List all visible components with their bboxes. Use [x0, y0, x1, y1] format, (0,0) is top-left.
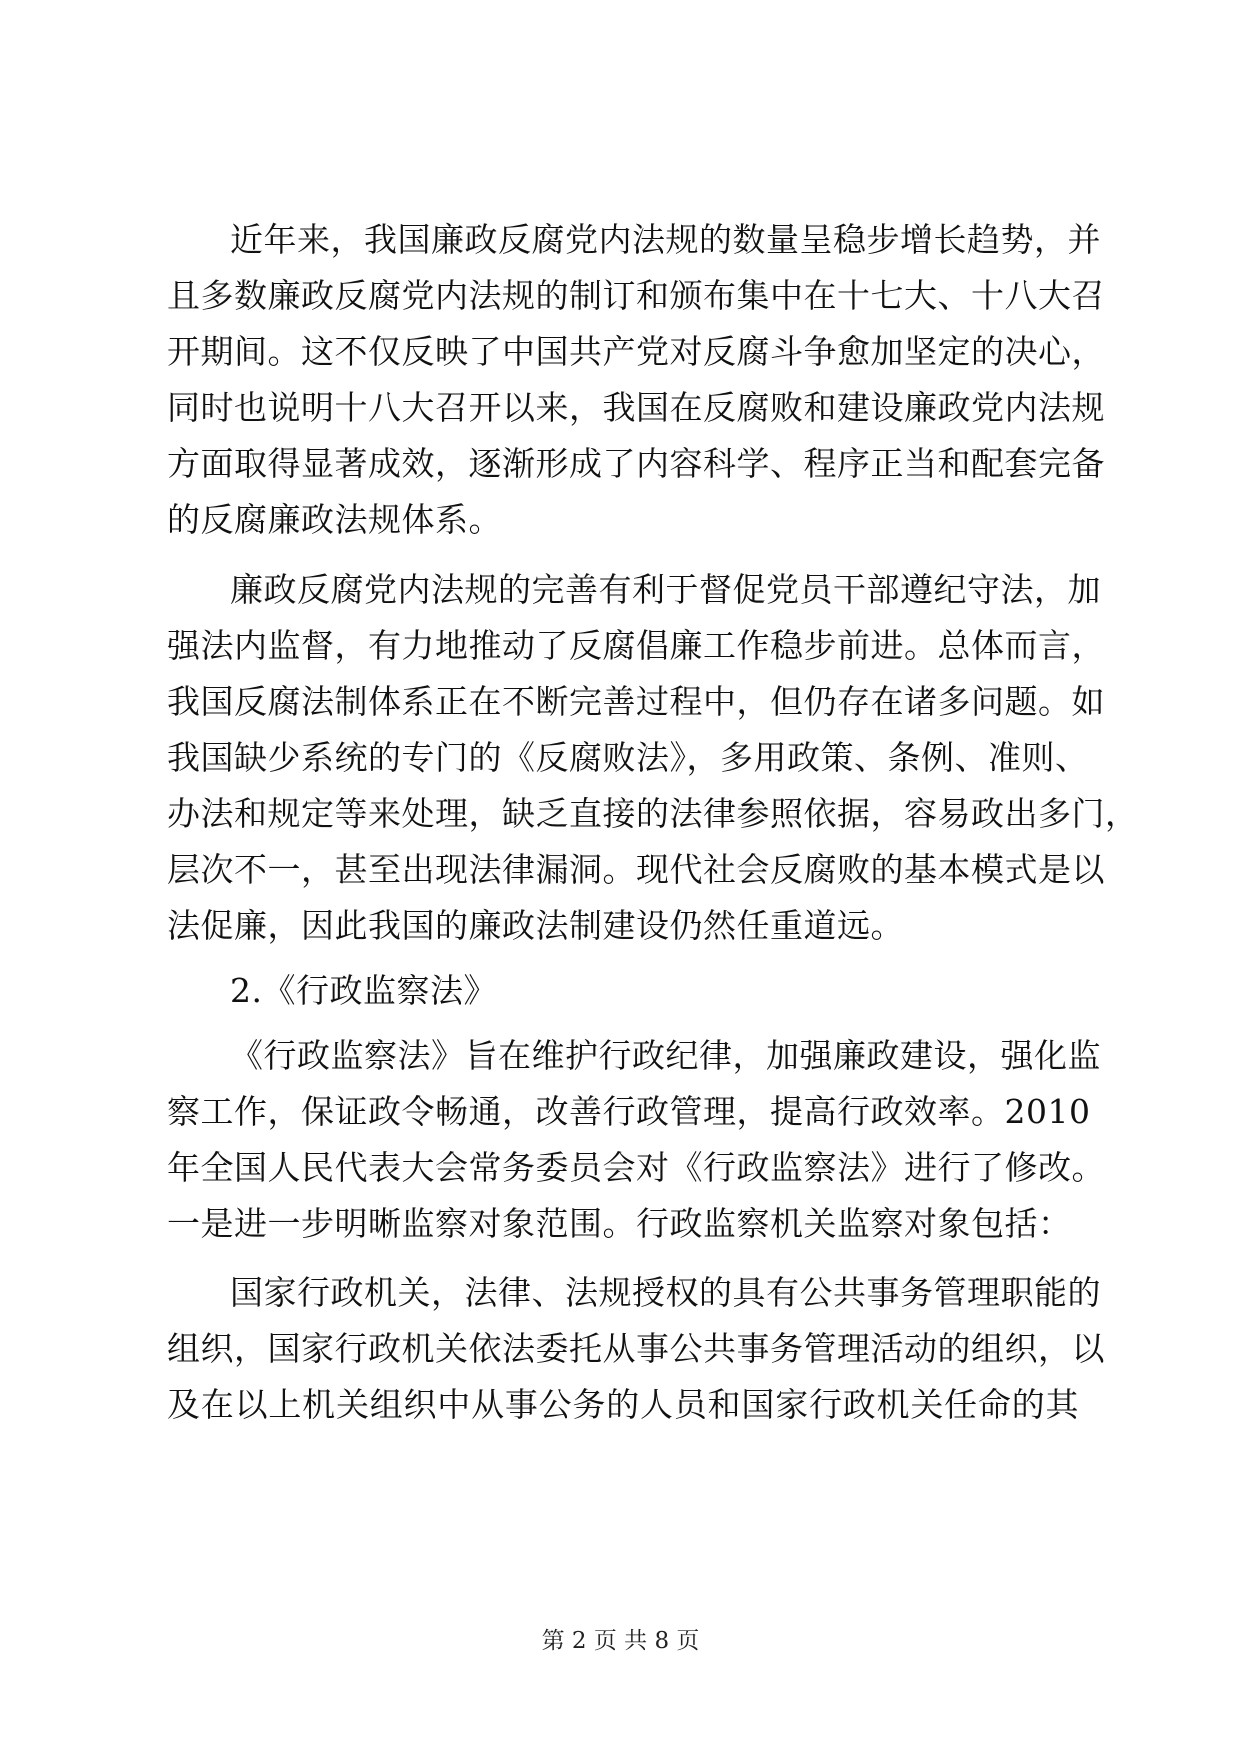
paragraph-4-line-1: 国家行政机关，法律、法规授权的具有公共事务管理职能的 [230, 1273, 1101, 1312]
section-heading: 2.《行政监察法》 [230, 971, 497, 1010]
paragraph-2-line-5: 办法和规定等来处理，缺乏直接的法律参照依据，容易政出多门， [167, 794, 1139, 833]
paragraph-4-line-3: 及在以上机关组织中从事公务的人员和国家行政机关任命的其 [167, 1385, 1079, 1424]
paragraph-1-line-5: 方面取得显著成效，逐渐形成了内容科学、程序正当和配套完备 [167, 444, 1105, 483]
paragraph-3-line-4: 一是进一步明晰监察对象范围。行政监察机关监察对象包括： [167, 1204, 1072, 1243]
paragraph-1-line-2: 且多数廉政反腐党内法规的制订和颁布集中在十七大、十八大召 [167, 276, 1105, 315]
paragraph-4-line-2: 组织，国家行政机关依法委托从事公共事务管理活动的组织，以 [167, 1329, 1105, 1368]
paragraph-3-line-3: 年全国人民代表大会常务委员会对《行政监察法》进行了修改。 [167, 1148, 1105, 1187]
paragraph-1-line-3: 开期间。这不仅反映了中国共产党对反腐斗争愈加坚定的决心， [167, 332, 1105, 371]
paragraph-2-line-4: 我国缺少系统的专门的《反腐败法》，多用政策、条例、准则、 [167, 738, 1089, 777]
paragraph-2-line-1: 廉政反腐党内法规的完善有利于督促党员干部遵纪守法，加 [230, 570, 1101, 609]
paragraph-3-line-1: 《行政监察法》旨在维护行政纪律，加强廉政建设，强化监 [230, 1036, 1101, 1075]
paragraph-2-line-3: 我国反腐法制体系正在不断完善过程中，但仍存在诸多问题。如 [167, 682, 1105, 721]
paragraph-2-line-2: 强法内监督，有力地推动了反腐倡廉工作稳步前进。总体而言， [167, 626, 1105, 665]
paragraph-3-line-2: 察工作，保证政令畅通，改善行政管理，提高行政效率。2010 [167, 1092, 1091, 1131]
paragraph-1-line-1: 近年来，我国廉政反腐党内法规的数量呈稳步增长趋势，并 [230, 220, 1101, 259]
paragraph-2-line-6: 层次不一，甚至出现法律漏洞。现代社会反腐败的基本模式是以 [167, 850, 1105, 889]
paragraph-1-line-6: 的反腐廉政法规体系。 [167, 500, 502, 539]
page-footer: 第 2 页 共 8 页 [541, 1628, 700, 1654]
paragraph-1-line-4: 同时也说明十八大召开以来，我国在反腐败和建设廉政党内法规 [167, 388, 1105, 427]
paragraph-2-line-7: 法促廉，因此我国的廉政法制建设仍然任重道远。 [167, 906, 904, 945]
